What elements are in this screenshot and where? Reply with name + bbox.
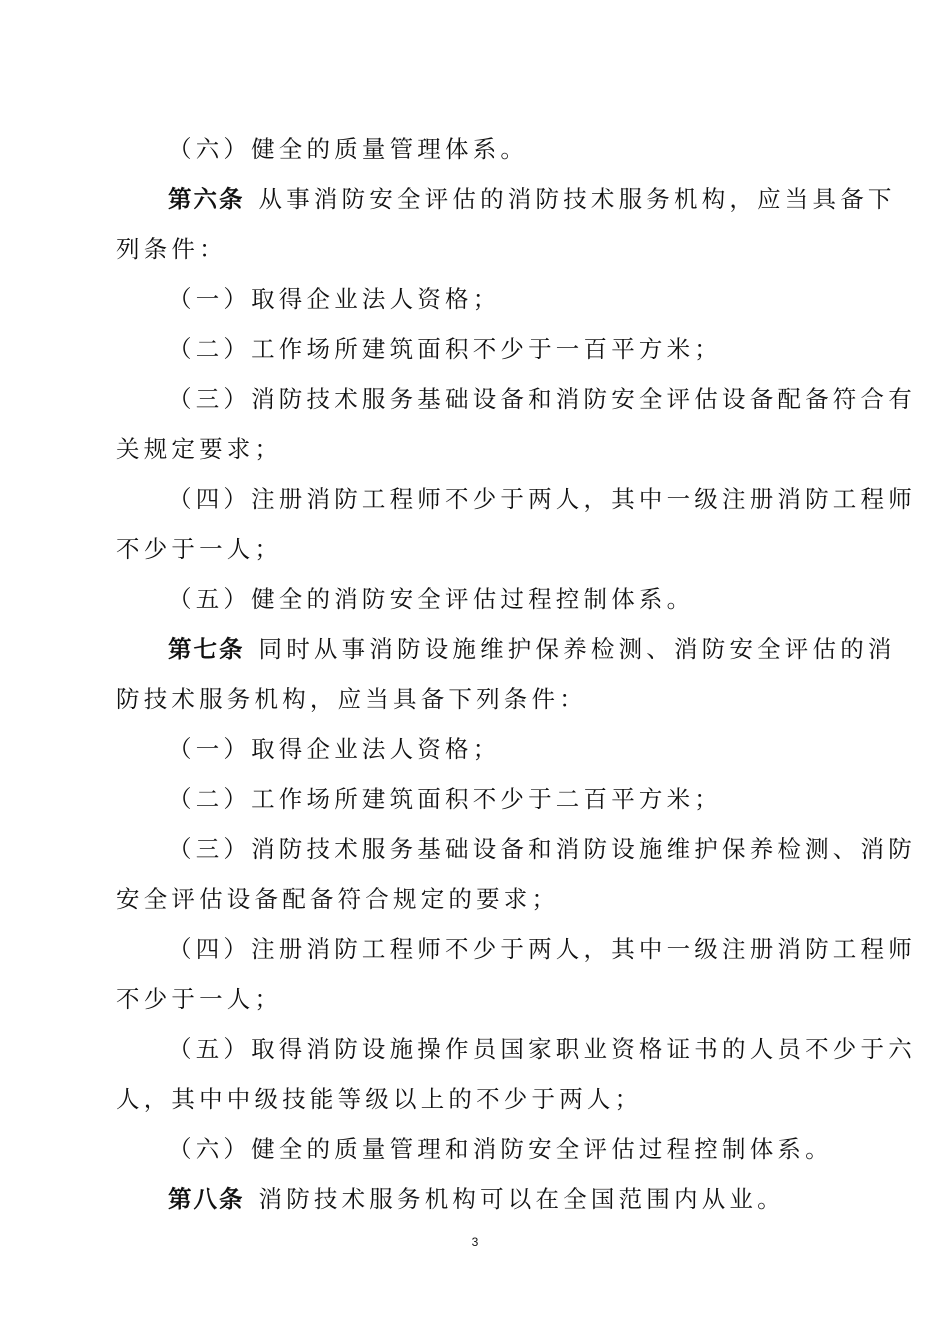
art6-item1: （一）取得企业法人资格； [168,285,501,313]
art7-item3-line1: （三）消防技术服务基础设备和消防设施维护保养检测、消防 [168,835,916,863]
art7-item4-line2: 不少于一人； [116,985,283,1013]
art6-item5: （五）健全的消防安全评估过程控制体系。 [168,585,695,613]
paragraph-art5-item6: （六）健全的质量管理体系。 [168,135,529,163]
paragraph-art8 [0,1184,950,1214]
art7-item5-line1: （五）取得消防设施操作员国家职业资格证书的人员不少于六 [168,1035,916,1063]
art7-item3-line2: 安全评估设备配备符合规定的要求； [116,885,560,913]
page-number: 3 [471,1235,479,1249]
article-6-text: 从事消防安全评估的消防技术服务机构，应当具备下 [258,185,896,213]
art7-item5-line2: 人，其中中级技能等级以上的不少于两人； [116,1085,643,1113]
paragraph-art7-line1 [0,634,950,664]
art7-item1: （一）取得企业法人资格； [168,735,501,763]
art7-item4-line1: （四）注册消防工程师不少于两人，其中一级注册消防工程师 [168,935,916,963]
art7-item6: （六）健全的质量管理和消防安全评估过程控制体系。 [168,1135,833,1163]
art7-item2: （二）工作场所建筑面积不少于二百平方米； [168,785,722,813]
article-7-label: 第七条 [168,635,245,663]
art6-item4-line1: （四）注册消防工程师不少于两人，其中一级注册消防工程师 [168,485,916,513]
paragraph-art6-line2: 列条件： [116,235,227,263]
paragraph-art7-line2: 防技术服务机构，应当具备下列条件： [116,685,587,713]
art6-item4-line2: 不少于一人； [116,535,283,563]
article-6-label: 第六条 [168,185,245,213]
art6-item2: （二）工作场所建筑面积不少于一百平方米； [168,335,722,363]
article-7-text: 同时从事消防设施维护保养检测、消防安全评估的消 [258,635,896,663]
art6-item3-line1: （三）消防技术服务基础设备和消防安全评估设备配备符合有 [168,385,916,413]
art6-item3-line2: 关规定要求； [116,435,283,463]
article-8-text: 消防技术服务机构可以在全国范围内从业。 [258,1185,785,1213]
article-8-label: 第八条 [168,1185,245,1213]
paragraph-art6-line1 [0,184,950,214]
